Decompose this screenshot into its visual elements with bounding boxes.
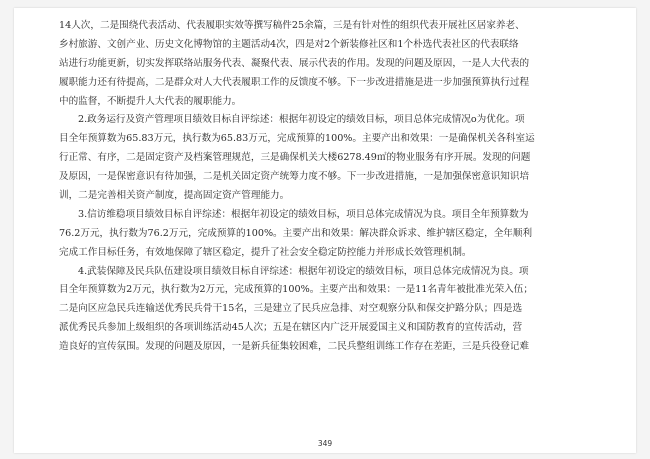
text-line: 目全年预算数为65.83万元，执行数为65.83万元，完成预算的100%。主要产出和效果：一是确保机关各科室运 — [59, 133, 535, 145]
text-line: 训，二是完善相关资产制度，提高固定资产管理能力。 — [59, 190, 290, 202]
text-line: 目全年预算数为2万元，执行数为2万元，完成预算的100%。主要产出和效果：一是11名青年被批准光荣入伍； — [59, 284, 533, 296]
paragraph-first-line: 3.信访维稳项目绩效目标自评综述：根据年初设定的绩效目标，项目总体完成情况为良。项目全年预算数为 — [78, 208, 529, 220]
paragraph-first-line: 2.政务运行及资产管理项目绩效目标自评综述：根据年初设定的绩效目标，项目总体完成情况ο为优化。项 — [78, 114, 525, 126]
paragraph-first-line: 4.武装保障及民兵队伍建设项目绩效目标自评综述：根据年初设定的绩效目标，项目总体完成情况为良。项 — [78, 265, 529, 277]
text-line: 及原因，一是保密意识有待加强，二是机关固定资产统筹力度不够。下一步改进措施，一是加强保密意识知识培 — [59, 171, 530, 183]
text-line: 76.2万元，执行数为76.2万元，完成预算的100%。主要产出和效果：解决群众诉求、维护辖区稳定，全年顺利 — [59, 227, 533, 239]
text-line: 乡村旅游、文创产业、历史文化博物馆的主题活动4次，四是对2个新装修社区和1个朴选代表社区的代表联络 — [59, 38, 519, 50]
text-line: 14人次，二是围绕代表活动、代表履职实效等撰写稿件25余篇，三是有针对性的组织代表开展社区居家养老、 — [59, 20, 525, 31]
text-line: 行正常、有序，二是固定资产及档案管理规范，三是确保机关大楼6278.49㎡的物业服务有序开展。发现的问题 — [59, 152, 531, 164]
text-line: 完成工作目标任务，有效地保障了辖区稳定，提升了社会安全稳定防控能力并形成长效管理机制。 — [59, 246, 472, 258]
document-page — [14, 8, 636, 453]
text-line: 中的监督，不断提升人大代表的履职能力。 — [59, 95, 242, 107]
text-line: 履职能力还有待提高，二是群众对人大代表履职工作的反馈度不够。下一步改进措施是进一步加强预算执行过程 — [59, 76, 530, 88]
text-line: 派优秀民兵参加上级组织的各项训练活动45人次；五是在辖区内广泛开展爱国主义和国防教育的宣传活动，营 — [59, 322, 523, 334]
text-line: 二是向区应急民兵连输送优秀民兵骨干15名，三是建立了民兵应急排、对空观察分队和保交护路分队；四是选 — [59, 303, 523, 315]
text-line: 造良好的宣传氛围。发现的问题及原因，一是新兵征集较困难，二民兵整组训练工作存在差距，三是兵役登记难 — [59, 341, 530, 353]
document-body — [59, 17, 600, 357]
text-line: 站进行功能更新，切实发挥联络站服务代表、凝聚代表、展示代表的作用。发现的问题及原因，一是人大代表的 — [59, 57, 530, 69]
page-number: 349 — [317, 439, 333, 448]
